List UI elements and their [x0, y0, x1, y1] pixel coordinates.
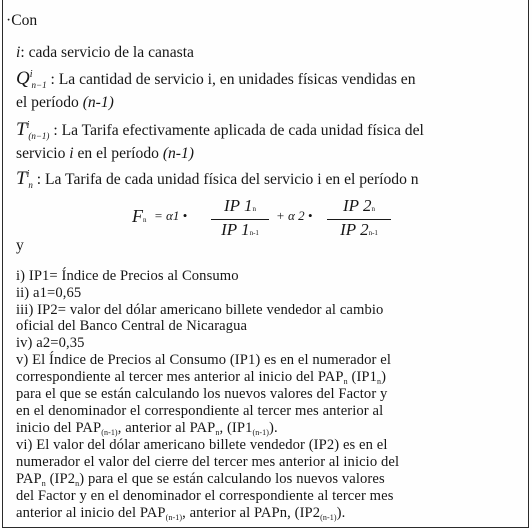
formula-lhs: Fn	[132, 206, 147, 226]
definition-i: i: cada servicio de la canasta	[16, 44, 194, 61]
item-i: i) IP1= Índice de Precios al Consumo	[16, 268, 239, 284]
item-vi-line4: del Factor y en el denominador el correspondiente al tercer mes	[16, 488, 394, 504]
factor-formula	[130, 196, 430, 240]
definition-t-prev-line2: servicio i en el período (n-1)	[16, 145, 194, 162]
item-ii: ii) a1=0,65	[16, 285, 82, 301]
formula-fraction-2: IP 2n IP 2n-1	[326, 196, 392, 243]
item-iii: iii) IP2= valor del dólar americano billete vendedor al cambio	[16, 302, 384, 318]
item-v-line2: correspondiente al tercer mes anterior al inicio del $PAP_n$ $(IP1_n)$	[16, 369, 387, 386]
item-iii-line2: oficial del Banco Central de Nicaragua	[16, 318, 248, 334]
formula-fraction-1: IP 1n IP 1n-1	[210, 196, 270, 243]
item-vi-line2: numerador el valor del cierre del tercer mes anterior al inicio del	[16, 454, 400, 470]
item-v: v) El Índice de Precios al Consumo (IP1) es en el numerador el	[16, 352, 391, 368]
item-vi-line3: $PAP_n$ $(IP2_n)$ para el que se están calculando los nuevos valores	[16, 471, 385, 488]
item-v-line4: en el denominador el correspondiente al tercer mes anterior al	[16, 403, 384, 419]
item-iv: iv) a2=0,35	[16, 335, 85, 351]
definition-q-line2: el período (n-1)	[16, 94, 114, 111]
definition-q: $Q^i_{n-1}$ : La cantidad de servicio i, en unidades físicas vendidas en	[16, 68, 416, 90]
formula-term1-coef: = α1 •	[154, 208, 188, 223]
formula-term2-coef: + α 2 •	[276, 208, 313, 223]
definition-t-n: $T^i_n$ : La Tarifa de cada unidad física del servicio i en el período n	[16, 168, 419, 190]
heading: ·Con	[6, 12, 38, 29]
item-vi-line5: anterior al inicio del $PAP_{(n-1)}$, anterior al PAPn, $(IP2_{(n-1)})$.	[16, 505, 346, 522]
item-v-line3: para el que se están calculando los nuevos valores del Factor y	[16, 386, 388, 402]
conjunction-y: y	[16, 237, 24, 254]
definition-t-prev: $T^i_{(n-1)}$ : La Tarifa efectivamente aplicada de cada unidad física del	[16, 119, 424, 141]
item-vi: vi) El valor del dólar americano billete vendedor (IP2) es en el	[16, 437, 388, 453]
item-v-line5: inicio del $PAP_{(n-1)}$, anterior al $PAP_n$, $(IP1_{(n-1)})$.	[16, 420, 278, 437]
